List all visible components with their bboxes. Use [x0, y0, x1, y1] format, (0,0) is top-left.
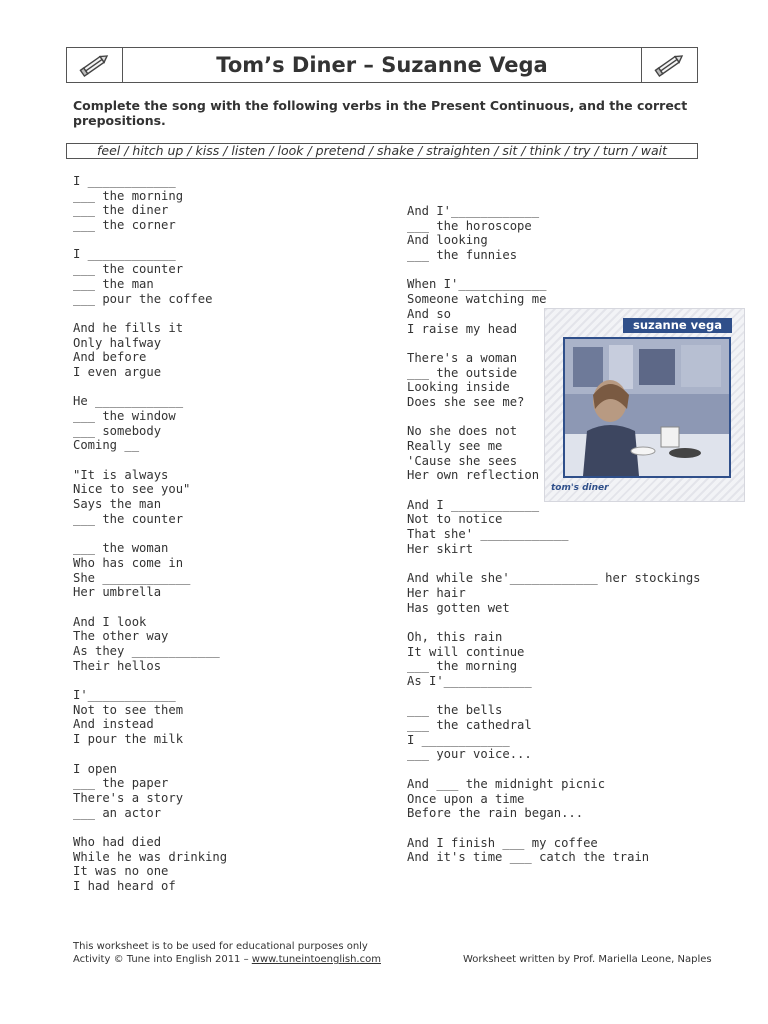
- lyric-line: Who has come in: [73, 555, 184, 570]
- lyric-line: The other way: [73, 629, 169, 644]
- lyric-line: ___ the morning: [73, 188, 184, 203]
- lyric-line: Not to see them: [73, 702, 184, 717]
- footer-disclaimer: This worksheet is to be used for educational purposes only: [73, 941, 368, 952]
- lyric-line: ___ the counter: [73, 262, 184, 277]
- lyric-line: Her own reflection: [407, 468, 540, 483]
- footer-left: [73, 940, 381, 966]
- lyric-line: And before: [73, 350, 147, 365]
- lyric-line: He ____________: [73, 394, 184, 409]
- lyric-line: [73, 600, 227, 615]
- lyric-line: Not to notice: [407, 512, 503, 527]
- lyric-line: I ____________: [73, 174, 176, 188]
- lyric-line: And he fills it: [73, 320, 184, 335]
- lyric-line: ___ the corner: [73, 218, 176, 233]
- lyric-line: Her umbrella: [73, 585, 162, 600]
- lyric-line: Nice to see you": [73, 482, 191, 497]
- lyric-line: [407, 821, 701, 836]
- lyric-line: "It is always: [73, 467, 169, 482]
- lyric-line: Does she see me?: [407, 394, 525, 409]
- lyric-line: [73, 233, 227, 248]
- pencil-cell-left: [67, 48, 123, 82]
- lyric-line: ___ somebody: [73, 423, 162, 438]
- lyric-line: And instead: [73, 717, 154, 732]
- lyric-line: I ____________: [407, 732, 510, 747]
- lyric-line: Their hellos: [73, 658, 162, 673]
- lyric-line: Says the man: [73, 497, 162, 512]
- lyric-line: Someone watching me: [407, 292, 547, 307]
- lyric-line: ___ the woman: [73, 541, 169, 556]
- lyric-line: As they ____________: [73, 644, 220, 658]
- lyric-line: And I finish ___ my coffee: [407, 835, 598, 850]
- lyric-line: Really see me: [407, 439, 503, 453]
- lyric-line: Coming __: [73, 438, 140, 453]
- footer-copyright: [73, 953, 381, 966]
- lyric-line: And so: [407, 306, 452, 321]
- lyric-line: ___ the man: [73, 276, 154, 291]
- lyric-line: [73, 673, 227, 688]
- lyric-line: I'____________: [73, 688, 176, 703]
- lyric-line: As I'____________: [407, 674, 532, 688]
- lyric-line: ___ pour the coffee: [73, 291, 213, 306]
- lyric-line: I ____________: [73, 247, 176, 262]
- lyric-line: [73, 453, 227, 468]
- lyric-line: That she' ____________: [407, 527, 569, 542]
- lyric-line: She ____________: [73, 570, 191, 585]
- lyric-line: ___ an actor: [73, 805, 162, 820]
- lyric-line: I open: [73, 761, 118, 776]
- lyric-line: Her skirt: [407, 541, 474, 556]
- lyric-line: I even argue: [73, 364, 162, 379]
- page-title: Tom’s Diner – Suzanne Vega: [216, 53, 548, 77]
- lyric-line: Oh, this rain: [407, 629, 503, 644]
- lyric-line: ___ the counter: [73, 511, 184, 526]
- lyric-line: Who had died: [73, 834, 162, 849]
- lyric-line: And while she'____________ her stockings: [407, 571, 701, 586]
- lyric-line: ___ the funnies: [407, 248, 518, 263]
- lyric-line: Her hair: [407, 585, 466, 600]
- lyric-line: ___ the paper: [73, 776, 169, 791]
- instructions: Complete the song with the following verbs in the Present Continuous, and the correct prepositions.: [73, 98, 688, 128]
- lyric-line: There's a woman: [407, 350, 518, 365]
- lyric-line: [407, 557, 701, 572]
- lyrics-right-column: [407, 204, 701, 865]
- lyric-line: ___ the outside: [407, 365, 518, 380]
- lyrics-left-column: [73, 174, 227, 894]
- footer-credit: Worksheet written by Prof. Mariella Leone, Naples: [463, 954, 712, 965]
- verb-list: feel / hitch up / kiss / listen / look / pretend / shake / straighten / sit / think / try / turn / wait: [66, 143, 698, 159]
- lyric-line: [73, 380, 227, 395]
- lyric-line: [407, 263, 701, 278]
- album-label: suzanne vega: [623, 318, 732, 333]
- lyric-line: And I look: [73, 614, 147, 629]
- lyric-line: ___ your voice...: [407, 747, 532, 762]
- lyric-line: Has gotten wet: [407, 600, 510, 615]
- lyric-line: [407, 689, 701, 704]
- lyric-line: Looking inside: [407, 380, 510, 395]
- title-box: [66, 47, 698, 83]
- pencil-icon: [78, 52, 112, 78]
- album-subtitle: tom's diner: [551, 483, 609, 493]
- lyric-line: [407, 762, 701, 777]
- lyric-line: While he was drinking: [73, 849, 228, 864]
- lyric-line: Only halfway: [73, 335, 162, 350]
- album-cover: [544, 308, 745, 502]
- footer-copyright-text: Activity © Tune into English 2011 –: [73, 954, 252, 965]
- lyric-line: ___ the bells: [407, 703, 503, 718]
- lyric-line: I raise my head: [407, 321, 518, 336]
- lyric-line: [73, 820, 227, 835]
- lyric-line: There's a story: [73, 790, 184, 805]
- pencil-cell-right: [641, 48, 697, 82]
- lyric-line: It was no one: [73, 864, 169, 879]
- lyric-line: 'Cause she sees: [407, 453, 518, 468]
- lyric-line: Once upon a time: [407, 791, 525, 806]
- lyric-line: And ___ the midnight picnic: [407, 776, 606, 791]
- lyric-line: And it's time ___ catch the train: [407, 850, 650, 865]
- lyric-line: [73, 747, 227, 762]
- lyric-line: And I'____________: [407, 204, 540, 218]
- diner-photo: [565, 339, 729, 476]
- lyric-line: And looking: [407, 233, 488, 248]
- lyric-line: And I ____________: [407, 497, 540, 512]
- lyric-line: I pour the milk: [73, 732, 184, 747]
- lyric-line: ___ the window: [73, 409, 176, 423]
- lyric-line: [73, 306, 227, 321]
- lyric-line: I had heard of: [73, 879, 176, 893]
- pencil-icon: [653, 52, 687, 78]
- lyric-line: When I'____________: [407, 277, 547, 292]
- footer-website-link[interactable]: www.tuneintoenglish.com: [251, 954, 381, 965]
- lyric-line: [407, 615, 701, 630]
- album-photo: [563, 337, 731, 478]
- lyric-line: ___ the morning: [407, 659, 518, 674]
- lyric-line: ___ the diner: [73, 203, 169, 218]
- lyric-line: Before the rain began...: [407, 806, 584, 821]
- lyric-line: No she does not: [407, 424, 518, 439]
- lyric-line: ___ the cathedral: [407, 718, 532, 733]
- lyric-line: [73, 527, 227, 542]
- lyric-line: It will continue: [407, 644, 525, 659]
- lyric-line: ___ the horoscope: [407, 218, 532, 233]
